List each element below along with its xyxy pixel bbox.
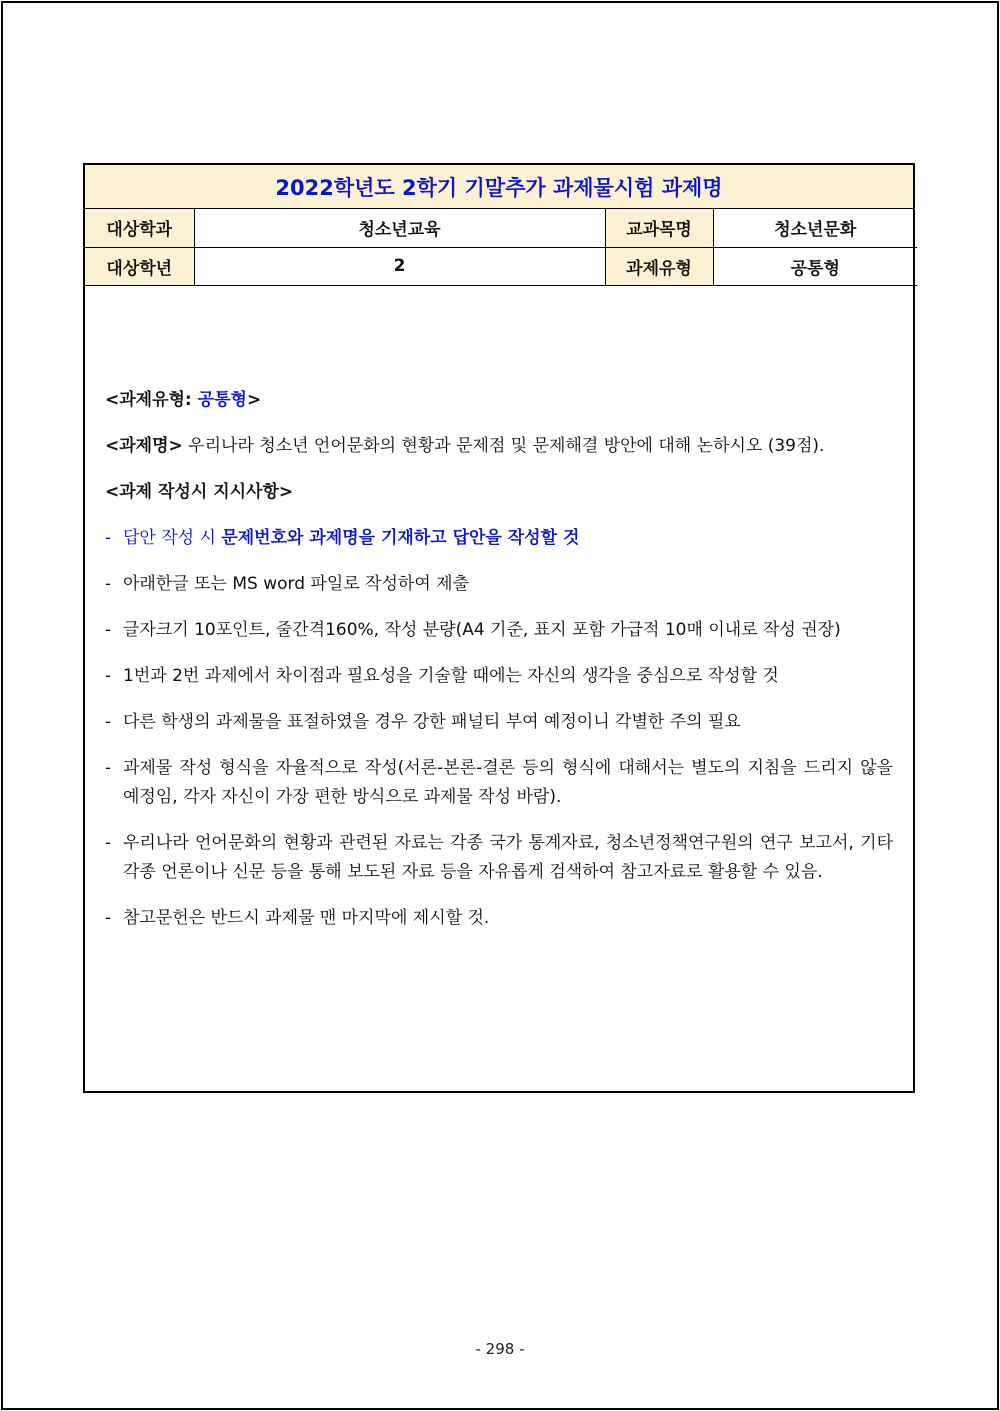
type-line-prefix: <과제유형:	[105, 389, 198, 410]
bullet-dash: -	[105, 665, 112, 686]
instruction-text: 우리나라 언어문화의 현황과 관련된 자료는 각종 국가 통계자료, 청소년정책연구원의 연구 보고서, 기타 각종 언론이나 신문 등을 통해 보도된 자료 등을 자유롭게 검색하여 참고자료로 활용할 수 있음.	[123, 832, 893, 882]
subject-label: 교과목명	[605, 209, 713, 247]
bullet-dash: -	[105, 832, 112, 853]
instruction-text: 1번과 2번 과제에서 차이점과 필요성을 기술할 때에는 자신의 생각을 중심으로 작성할 것	[123, 665, 779, 686]
document-title: 2022학년도 2학기 기말추가 과제물시험 과제명	[85, 165, 913, 209]
info-row-dept	[85, 209, 917, 247]
info-row-grade	[85, 247, 917, 285]
assignment-title-line	[105, 432, 893, 461]
type-value: 공통형	[713, 247, 917, 285]
instruction-text: 다른 학생의 과제물을 표절하였을 경우 강한 패널티 부여 예정이니 각별한 주의 필요	[123, 711, 741, 732]
type-line-suffix: >	[246, 389, 262, 410]
assignment-text: 우리나라 청소년 언어문화의 현황과 문제점 및 문제해결 방안에 대해 논하시오 (39점).	[182, 435, 825, 456]
assignment-label: <과제명>	[105, 435, 183, 456]
page-number: - 298 -	[475, 1340, 525, 1358]
instruction-text: 참고문헌은 반드시 과제물 맨 마지막에 제시할 것.	[123, 907, 490, 928]
assignment-box	[83, 163, 915, 1093]
instruction-text: 글자크기 10포인트, 줄간격160%, 작성 분량(A4 기준, 표지 포함 가급적 10매 이내로 작성 권장)	[123, 619, 841, 640]
instruction-item	[105, 662, 893, 691]
instruction-item	[105, 754, 893, 812]
bullet-dash: -	[105, 711, 112, 732]
info-table	[85, 209, 917, 286]
grade-label: 대상학년	[85, 247, 194, 285]
instruction-item	[105, 616, 893, 645]
bullet-dash: -	[105, 527, 112, 548]
instruction-item	[105, 708, 893, 737]
type-line-value: 공통형	[197, 389, 247, 410]
instruction-item	[105, 570, 893, 599]
instruction-item	[105, 904, 893, 933]
assignment-type-line	[105, 386, 893, 415]
instruction-item	[105, 829, 893, 887]
instruction-item	[105, 524, 893, 553]
bullet-dash: -	[105, 619, 112, 640]
instruction-1-bold: 문제번호와 과제명을 기재하고 답안을 작성할 것	[221, 527, 580, 548]
instruction-text: 과제물 작성 형식을 자율적으로 작성(서론-본론-결론 등의 형식에 대해서는 별도의 지침을 드리지 않을 예정임, 각자 자신이 가장 편한 방식으로 과제물 작성 바람).	[123, 757, 893, 807]
instruction-1-plain: 답안 작성 시	[123, 527, 222, 548]
subject-value: 청소년문화	[713, 209, 917, 247]
type-label: 과제유형	[605, 247, 713, 285]
instruction-text: 아래한글 또는 MS word 파일로 작성하여 제출	[123, 573, 469, 594]
dept-label: 대상학과	[85, 209, 194, 247]
instructions-heading: <과제 작성시 지시사항>	[105, 481, 294, 502]
assignment-content	[85, 286, 913, 933]
bullet-dash: -	[105, 757, 112, 778]
grade-value: 2	[194, 247, 605, 285]
bullet-dash: -	[105, 573, 112, 594]
bullet-dash: -	[105, 907, 112, 928]
dept-value: 청소년교육	[194, 209, 605, 247]
